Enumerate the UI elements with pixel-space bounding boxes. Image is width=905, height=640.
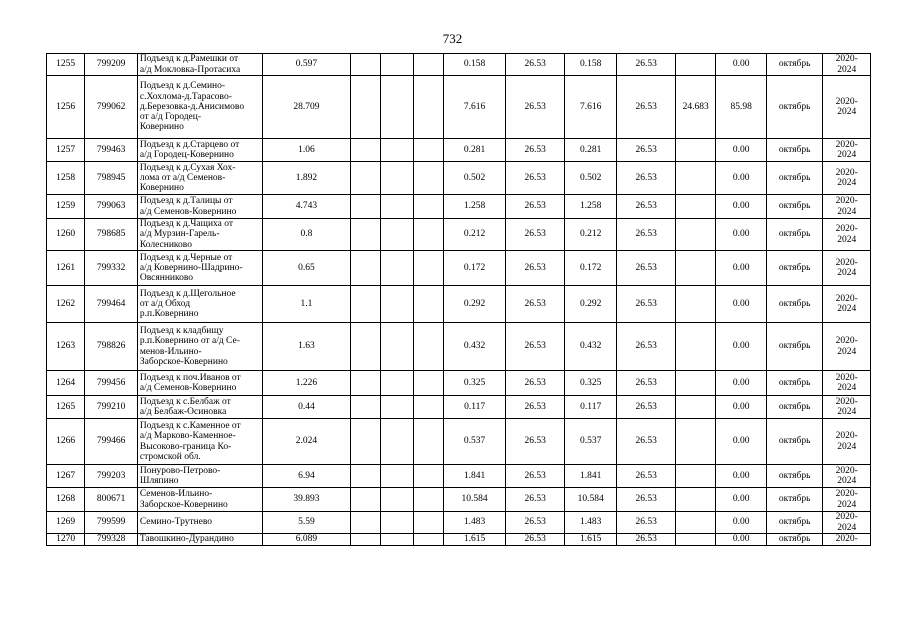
road-code: 799210 (85, 396, 138, 419)
period-cell: 2020- 2024 (823, 139, 871, 162)
road-code: 799062 (85, 76, 138, 139)
value-cell: 0.432 (564, 323, 617, 371)
value-cell: 1.483 (564, 512, 617, 534)
empty-cell (381, 488, 413, 512)
road-name: Подъезд к с.Белбаж от а/д Белбаж-Осиновка (137, 396, 262, 419)
empty-cell (413, 76, 443, 139)
empty-cell (381, 419, 413, 465)
value-cell: 0.158 (443, 54, 506, 76)
value-cell: 26.53 (617, 488, 676, 512)
empty-cell (350, 534, 380, 546)
empty-cell (350, 195, 380, 219)
table-row (47, 139, 871, 162)
empty-cell (350, 219, 380, 251)
value-cell: 26.53 (617, 251, 676, 286)
empty-cell (381, 286, 413, 323)
empty-cell (413, 286, 443, 323)
value-cell: 26.53 (617, 396, 676, 419)
value-cell: 26.53 (506, 76, 565, 139)
road-code: 799328 (85, 534, 138, 546)
empty-cell (381, 396, 413, 419)
table-row (47, 371, 871, 396)
value-cell: 0.158 (564, 54, 617, 76)
road-code: 799466 (85, 419, 138, 465)
value-cell: 26.53 (506, 219, 565, 251)
empty-cell (381, 512, 413, 534)
value-cell: 0.212 (443, 219, 506, 251)
value-cell: 1.258 (443, 195, 506, 219)
road-name: Понурово-Петрово- Шляпино (137, 465, 262, 488)
month-cell: октябрь (766, 195, 823, 219)
road-name: Подъезд к д.Семино- с.Хохлома-д.Тарасово- д.Березовка-д.Анисимово от а/д Городец- Ковернино (137, 76, 262, 139)
value-cell: 0.292 (443, 286, 506, 323)
empty-cell (413, 195, 443, 219)
empty-cell (381, 54, 413, 76)
row-number: 1264 (47, 371, 85, 396)
row-number: 1266 (47, 419, 85, 465)
empty-cell (413, 162, 443, 195)
row-number: 1269 (47, 512, 85, 534)
road-length: 6.089 (263, 534, 351, 546)
period-cell: 2020- 2024 (823, 488, 871, 512)
empty-cell (350, 465, 380, 488)
period-cell: 2020- 2024 (823, 419, 871, 465)
empty-cell (381, 139, 413, 162)
road-length: 39.893 (263, 488, 351, 512)
month-cell: октябрь (766, 139, 823, 162)
value-cell: 26.53 (617, 323, 676, 371)
value-cell: 26.53 (617, 419, 676, 465)
road-code: 799464 (85, 286, 138, 323)
road-length: 0.65 (263, 251, 351, 286)
row-number: 1267 (47, 465, 85, 488)
empty-cell (413, 534, 443, 546)
value-cell: 26.53 (506, 162, 565, 195)
road-name: Подъезд к д.Чащиха от а/д Мурзин-Гарель- Колесниково (137, 219, 262, 251)
road-code: 799332 (85, 251, 138, 286)
road-code: 799209 (85, 54, 138, 76)
value-cell: 1.841 (443, 465, 506, 488)
value-cell: 26.53 (617, 76, 676, 139)
empty-cell (381, 219, 413, 251)
empty-cell (413, 488, 443, 512)
value-cell: 0.537 (443, 419, 506, 465)
value-cell (676, 323, 716, 371)
road-name: Подъезд к д.Рамешки от а/д Мокловка-Протасиха (137, 54, 262, 76)
month-cell: октябрь (766, 251, 823, 286)
value-cell: 26.53 (617, 162, 676, 195)
value-cell: 26.53 (617, 465, 676, 488)
value-cell: 1.615 (443, 534, 506, 546)
value-cell (676, 162, 716, 195)
empty-cell (350, 371, 380, 396)
value-cell: 85.98 (716, 76, 766, 139)
period-cell: 2020- 2024 (823, 76, 871, 139)
value-cell: 26.53 (617, 371, 676, 396)
value-cell: 0.537 (564, 419, 617, 465)
road-length: 4.743 (263, 195, 351, 219)
road-code: 799063 (85, 195, 138, 219)
empty-cell (350, 54, 380, 76)
row-number: 1257 (47, 139, 85, 162)
value-cell: 26.53 (506, 195, 565, 219)
road-code: 800671 (85, 488, 138, 512)
empty-cell (350, 76, 380, 139)
value-cell (676, 139, 716, 162)
empty-cell (350, 162, 380, 195)
empty-cell (350, 323, 380, 371)
value-cell: 26.53 (617, 512, 676, 534)
empty-cell (381, 162, 413, 195)
value-cell: 1.483 (443, 512, 506, 534)
road-name: Семино-Трутнево (137, 512, 262, 534)
month-cell: октябрь (766, 162, 823, 195)
road-name: Подъезд к д.Черные от а/д Ковернино-Шадрино- Овсянниково (137, 251, 262, 286)
empty-cell (381, 323, 413, 371)
table-row (47, 54, 871, 76)
value-cell (676, 371, 716, 396)
month-cell: октябрь (766, 54, 823, 76)
empty-cell (350, 396, 380, 419)
empty-cell (350, 251, 380, 286)
value-cell: 0.00 (716, 534, 766, 546)
empty-cell (413, 323, 443, 371)
empty-cell (413, 54, 443, 76)
value-cell: 0.00 (716, 323, 766, 371)
value-cell (676, 534, 716, 546)
road-name: Подъезд к д.Талицы от а/д Семенов-Ковернино (137, 195, 262, 219)
row-number: 1270 (47, 534, 85, 546)
road-code: 798826 (85, 323, 138, 371)
empty-cell (350, 286, 380, 323)
table-row (47, 286, 871, 323)
value-cell: 0.00 (716, 54, 766, 76)
value-cell (676, 465, 716, 488)
value-cell: 0.212 (564, 219, 617, 251)
value-cell: 0.00 (716, 251, 766, 286)
empty-cell (350, 419, 380, 465)
road-name: Подъезд к д.Сухая Хох- лома от а/д Семенов- Ковернино (137, 162, 262, 195)
road-length: 1.226 (263, 371, 351, 396)
row-number: 1261 (47, 251, 85, 286)
table-row (47, 251, 871, 286)
value-cell: 24.683 (676, 76, 716, 139)
table-row (47, 512, 871, 534)
value-cell: 0.502 (443, 162, 506, 195)
value-cell: 0.281 (564, 139, 617, 162)
month-cell: октябрь (766, 512, 823, 534)
month-cell: октябрь (766, 396, 823, 419)
empty-cell (413, 419, 443, 465)
value-cell: 0.117 (564, 396, 617, 419)
table-row (47, 534, 871, 546)
value-cell: 0.00 (716, 419, 766, 465)
road-code: 798945 (85, 162, 138, 195)
table-row (47, 219, 871, 251)
empty-cell (350, 139, 380, 162)
empty-cell (381, 251, 413, 286)
value-cell: 26.53 (506, 419, 565, 465)
row-number: 1256 (47, 76, 85, 139)
value-cell: 26.53 (506, 465, 565, 488)
table-row (47, 396, 871, 419)
value-cell: 26.53 (506, 488, 565, 512)
value-cell: 0.00 (716, 162, 766, 195)
value-cell (676, 488, 716, 512)
road-length: 1.06 (263, 139, 351, 162)
month-cell: октябрь (766, 465, 823, 488)
month-cell: октябрь (766, 419, 823, 465)
value-cell: 10.584 (443, 488, 506, 512)
road-name: Тавошкино-Дурандино (137, 534, 262, 546)
empty-cell (381, 465, 413, 488)
value-cell (676, 419, 716, 465)
value-cell: 0.00 (716, 219, 766, 251)
road-name: Подъезд к д.Щегольное от а/д Обход р.п.Ковернино (137, 286, 262, 323)
empty-cell (381, 534, 413, 546)
road-code: 799456 (85, 371, 138, 396)
value-cell: 26.53 (617, 219, 676, 251)
month-cell: октябрь (766, 488, 823, 512)
road-length: 2.024 (263, 419, 351, 465)
empty-cell (381, 76, 413, 139)
period-cell: 2020- 2024 (823, 162, 871, 195)
value-cell (676, 286, 716, 323)
road-name: Подъезд к д.Старцево от а/д Городец-Ковернино (137, 139, 262, 162)
value-cell: 0.00 (716, 465, 766, 488)
empty-cell (413, 371, 443, 396)
value-cell: 7.616 (564, 76, 617, 139)
empty-cell (381, 371, 413, 396)
road-length: 0.44 (263, 396, 351, 419)
period-cell: 2020- (823, 534, 871, 546)
period-cell: 2020- 2024 (823, 396, 871, 419)
value-cell (676, 512, 716, 534)
empty-cell (413, 219, 443, 251)
empty-cell (381, 195, 413, 219)
month-cell: октябрь (766, 76, 823, 139)
value-cell: 1.258 (564, 195, 617, 219)
empty-cell (413, 139, 443, 162)
empty-cell (413, 512, 443, 534)
value-cell: 26.53 (617, 139, 676, 162)
road-name: Подъезд к с.Каменное от а/д Марково-Каменное- Высоково-граница Ко- стромской обл. (137, 419, 262, 465)
value-cell: 26.53 (506, 371, 565, 396)
period-cell: 2020- 2024 (823, 371, 871, 396)
period-cell: 2020- 2024 (823, 323, 871, 371)
road-name: Подъезд к поч.Иванов от а/д Семенов-Ковернино (137, 371, 262, 396)
road-length: 1.1 (263, 286, 351, 323)
value-cell: 26.53 (506, 512, 565, 534)
value-cell: 0.00 (716, 371, 766, 396)
value-cell: 26.53 (506, 139, 565, 162)
row-number: 1265 (47, 396, 85, 419)
value-cell: 0.00 (716, 396, 766, 419)
value-cell: 0.502 (564, 162, 617, 195)
value-cell (676, 54, 716, 76)
value-cell: 26.53 (506, 54, 565, 76)
road-code: 799203 (85, 465, 138, 488)
value-cell: 0.432 (443, 323, 506, 371)
value-cell (676, 251, 716, 286)
period-cell: 2020- 2024 (823, 465, 871, 488)
value-cell (676, 219, 716, 251)
road-table (46, 53, 871, 546)
month-cell: октябрь (766, 219, 823, 251)
empty-cell (413, 396, 443, 419)
value-cell: 0.00 (716, 488, 766, 512)
value-cell: 1.615 (564, 534, 617, 546)
value-cell: 0.00 (716, 286, 766, 323)
empty-cell (413, 465, 443, 488)
period-cell: 2020- 2024 (823, 54, 871, 76)
row-number: 1258 (47, 162, 85, 195)
value-cell: 26.53 (617, 534, 676, 546)
table-row (47, 488, 871, 512)
table-row (47, 76, 871, 139)
value-cell: 0.00 (716, 195, 766, 219)
table-row (47, 465, 871, 488)
period-cell: 2020- 2024 (823, 251, 871, 286)
empty-cell (413, 251, 443, 286)
month-cell: октябрь (766, 534, 823, 546)
value-cell: 0.325 (564, 371, 617, 396)
road-length: 0.8 (263, 219, 351, 251)
road-name: Подъезд к кладбищу р.п.Ковернино от а/д Се- менов-Ильино- Заборское-Ковернино (137, 323, 262, 371)
empty-cell (350, 512, 380, 534)
period-cell: 2020- 2024 (823, 286, 871, 323)
road-code: 799599 (85, 512, 138, 534)
value-cell: 0.172 (443, 251, 506, 286)
value-cell: 26.53 (506, 251, 565, 286)
period-cell: 2020- 2024 (823, 195, 871, 219)
month-cell: октябрь (766, 371, 823, 396)
value-cell: 7.616 (443, 76, 506, 139)
value-cell: 0.292 (564, 286, 617, 323)
value-cell (676, 396, 716, 419)
table-row (47, 419, 871, 465)
road-code: 798685 (85, 219, 138, 251)
value-cell (676, 195, 716, 219)
road-length: 1.63 (263, 323, 351, 371)
value-cell: 0.325 (443, 371, 506, 396)
month-cell: октябрь (766, 323, 823, 371)
month-cell: октябрь (766, 286, 823, 323)
value-cell: 26.53 (617, 54, 676, 76)
table-row (47, 323, 871, 371)
value-cell: 26.53 (506, 323, 565, 371)
value-cell: 0.172 (564, 251, 617, 286)
row-number: 1259 (47, 195, 85, 219)
row-number: 1255 (47, 54, 85, 76)
road-length: 28.709 (263, 76, 351, 139)
value-cell: 26.53 (617, 286, 676, 323)
period-cell: 2020- 2024 (823, 512, 871, 534)
table-row (47, 195, 871, 219)
row-number: 1268 (47, 488, 85, 512)
table-row (47, 162, 871, 195)
value-cell: 1.841 (564, 465, 617, 488)
road-name: Семенов-Ильино- Заборское-Ковернино (137, 488, 262, 512)
value-cell: 26.53 (506, 396, 565, 419)
value-cell: 0.00 (716, 512, 766, 534)
row-number: 1262 (47, 286, 85, 323)
value-cell: 26.53 (617, 195, 676, 219)
row-number: 1263 (47, 323, 85, 371)
row-number: 1260 (47, 219, 85, 251)
value-cell: 0.281 (443, 139, 506, 162)
value-cell: 26.53 (506, 286, 565, 323)
period-cell: 2020- 2024 (823, 219, 871, 251)
road-code: 799463 (85, 139, 138, 162)
road-length: 6.94 (263, 465, 351, 488)
value-cell: 26.53 (506, 534, 565, 546)
road-length: 1.892 (263, 162, 351, 195)
value-cell: 10.584 (564, 488, 617, 512)
value-cell: 0.00 (716, 139, 766, 162)
road-length: 5.59 (263, 512, 351, 534)
empty-cell (350, 488, 380, 512)
road-length: 0.597 (263, 54, 351, 76)
page-number: 732 (442, 31, 463, 46)
value-cell: 0.117 (443, 396, 506, 419)
